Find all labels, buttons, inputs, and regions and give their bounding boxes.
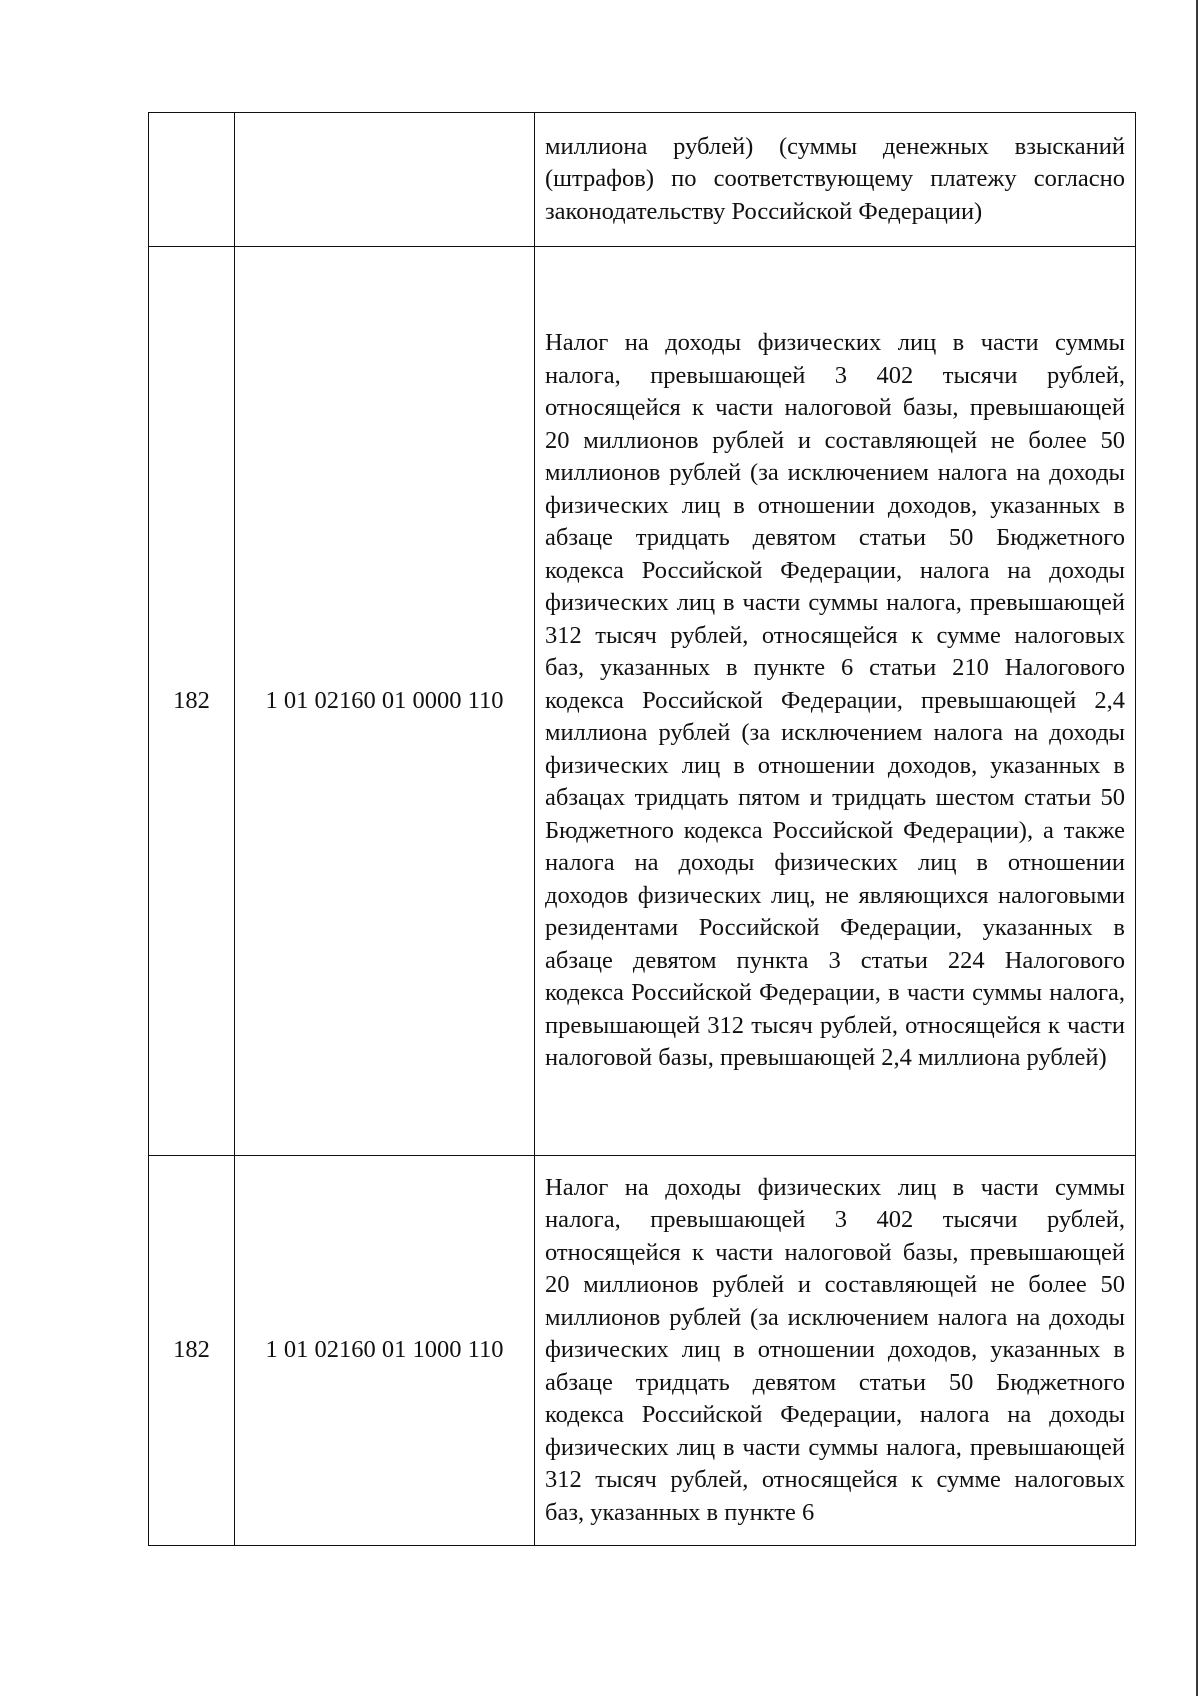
kbk-code-cell (235, 113, 535, 247)
admin-code-cell: 182 (149, 247, 235, 1156)
description-cell: миллиона рублей) (суммы денежных взысканий (штрафов) по соответствующему платежу согласно законодательству Российской Федерации) (535, 113, 1136, 247)
table-row (149, 1156, 1136, 1546)
description-cell: Налог на доходы физических лиц в части суммы налога, превышающей 3 402 тысячи рублей, относящейся к части налоговой базы, превышающей 20 миллионов рублей и составляющей не более 50 миллионов рублей (за исключением налога на доходы физических лиц в отношении доходов, указанных в абзаце тридцать девятом статьи 50 Бюджетного кодекса Российской Федерации, налога на доходы физических лиц в части суммы налога, превышающей 312 тысяч рублей, относящейся к сумме налоговых баз, указанных в пункте 6 статьи 210 Налогового кодекса Российской Федерации, превышающей 2,4 миллиона рублей (за исключением налога на доходы физических лиц в отношении доходов, указанных в абзацах тридцать пятом и тридцать шестом статьи 50 Бюджетного кодекса Российской Федерации), а также налога на доходы физических лиц в отношении доходов физических лиц, не являющихся налоговыми резидентами Российской Федерации, указанных в абзаце девятом пункта 3 статьи 224 Налогового кодекса Российской Федерации, в части суммы налога, превышающей 312 тысяч рублей, относящейся к части налоговой базы, превышающей 2,4 миллиона рублей) (535, 247, 1136, 1156)
admin-code-cell: 182 (149, 1156, 235, 1546)
kbk-code-cell: 1 01 02160 01 1000 110 (235, 1156, 535, 1546)
kbk-code-cell: 1 01 02160 01 0000 110 (235, 247, 535, 1156)
page-edge (1196, 0, 1198, 1696)
budget-codes-table (148, 112, 1136, 1546)
table-row (149, 247, 1136, 1156)
description-cell: Налог на доходы физических лиц в части суммы налога, превышающей 3 402 тысячи рублей, относящейся к части налоговой базы, превышающей 20 миллионов рублей и составляющей не более 50 миллионов рублей (за исключением налога на доходы физических лиц в отношении доходов, указанных в абзаце тридцать девятом статьи 50 Бюджетного кодекса Российской Федерации, налога на доходы физических лиц в части суммы налога, превышающей 312 тысяч рублей, относящейся к сумме налоговых баз, указанных в пункте 6 (535, 1156, 1136, 1546)
admin-code-cell (149, 113, 235, 247)
table-row (149, 113, 1136, 247)
